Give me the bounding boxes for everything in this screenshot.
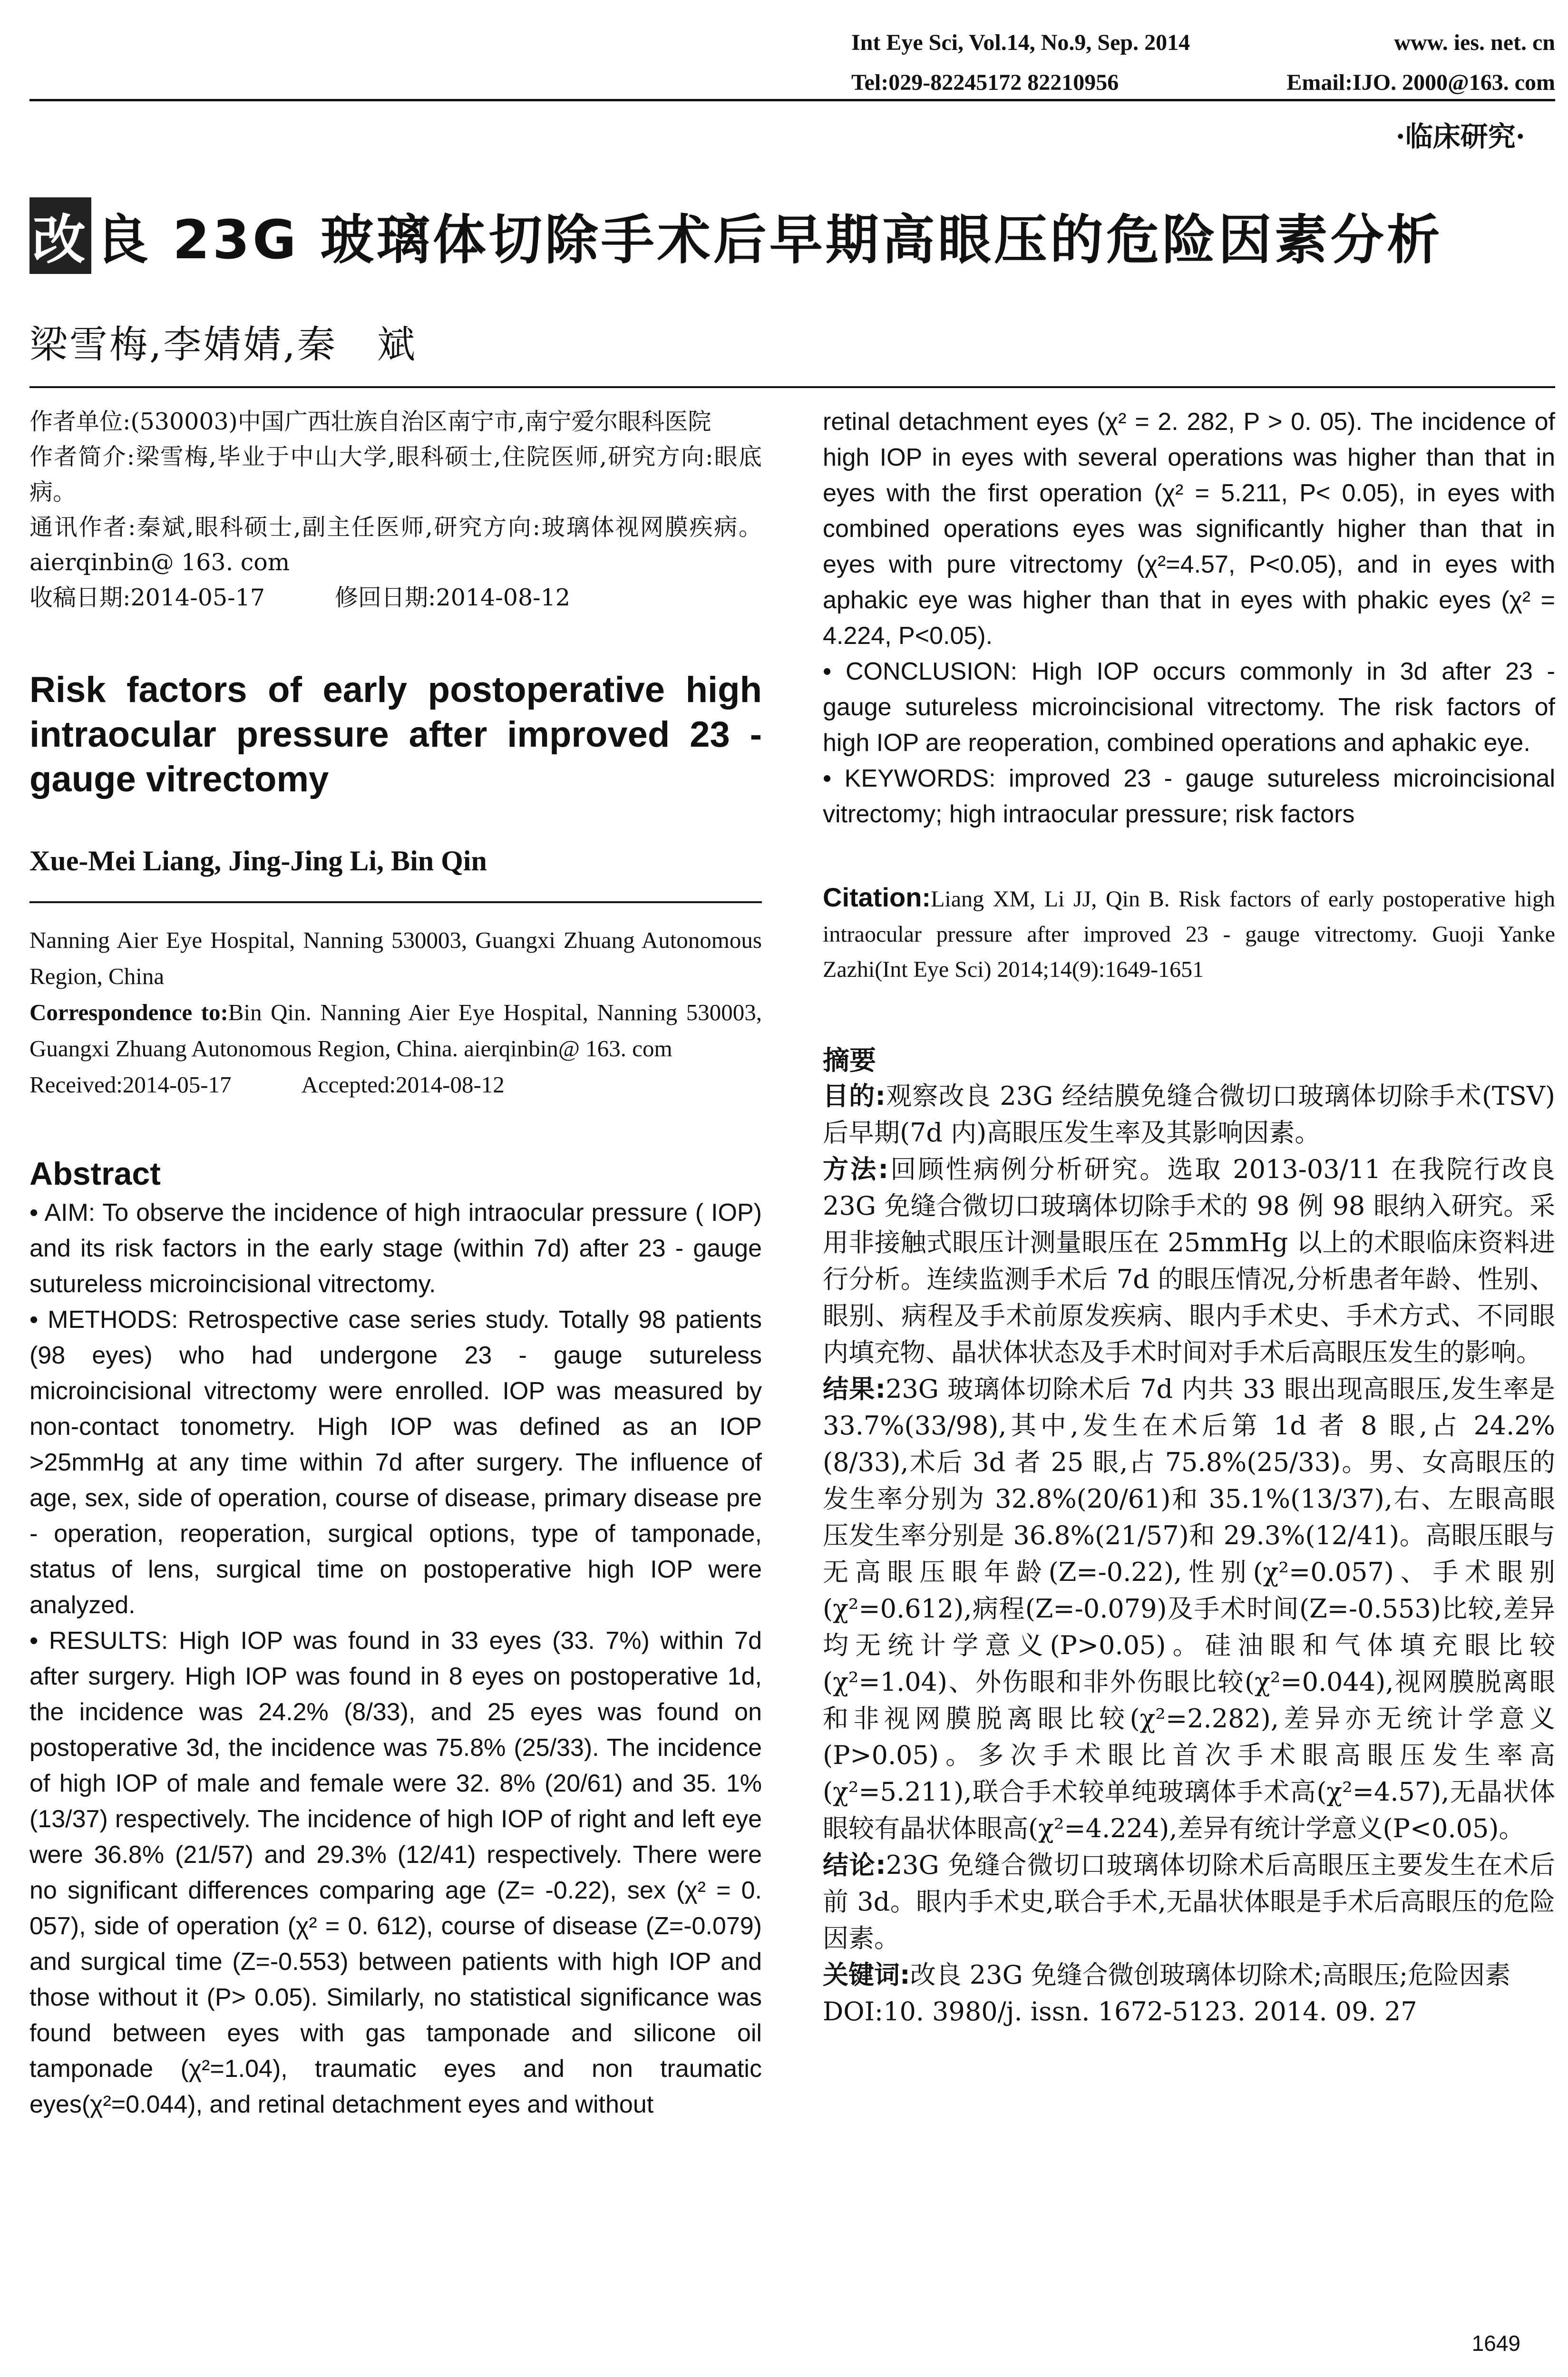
abstract-left <box>29 1195 762 2123</box>
abstract-methods: • METHODS: Retrospective case series study. Totally 98 patients (98 eyes) who had undergone 23 - gauge sutureless microincisional vitrectomy were enrolled. IOP was measured by non-contact tonometry. High IOP was defined as an IOP >25mmHg at any time within 7d after surgery. The influence of age, sex, side of operation, course of disease, primary disease pre - operation, reoperation, surgical options, type of tamponade, status of lens, surgical time on postoperative high IOP were analyzed. <box>29 1306 762 1619</box>
cn-meta-correspondence: 通讯作者:秦斌,眼科硕士,副主任医师,研究方向:玻璃体视网膜疾病。aierqinbin@ 163. com <box>29 514 762 576</box>
cn-results-text: 23G 玻璃体切除术后 7d 内共 33 眼出现高眼压,发生率是 33.7%(33/98),其中,发生在术后第 1d 者 8 眼,占 24.2%(8/33),术后 3d 者 25 眼,占 75.8%(25/33)。男、女高眼压的发生率分别为 32.8%(20/61)和 35.1%(13/37),右、左眼高眼压发生率分别是 36.8%(21/57)和 29.3%(12/41)。高眼压眼与无高眼压眼年龄(Z=-0.22),性别(χ²=0.057)、手术眼别(χ²=0.612),病程(Z=-0.079)及手术时间(Z=-0.553)比较,差异均无统计学意义(P>0.05)。硅油眼和气体填充眼比较(χ²=1.04)、外伤眼和非外伤眼比较(χ²=0.044),视网膜脱离眼和非视网膜脱离眼比较(χ²=2.282),差异亦无统计学意义(P>0.05)。多次手术眼比首次手术眼高眼压发生率高(χ²=5.211),联合手术较单纯玻璃体手术高(χ²=4.57),无晶状体眼较有晶状体眼高(χ²=4.224),差异有统计学意义(P<0.05)。 <box>823 1374 1555 1843</box>
page-number: 1649 <box>1471 2331 1520 2356</box>
affiliation-block <box>29 922 762 1103</box>
journal-email[interactable]: Email:IJO. 2000@163. com <box>1286 70 1555 95</box>
cn-meta-affiliation: 作者单位:(530003)中国广西壮族自治区南宁市,南宁爱尔眼科医院 <box>29 408 711 435</box>
cn-aim-label: 目的: <box>823 1081 886 1111</box>
english-title: Risk factors of early postoperative high intraocular pressure after improved 23 - gauge vitrectomy <box>29 670 762 799</box>
header-rule <box>29 99 1555 101</box>
cn-results-label: 结果: <box>823 1374 886 1404</box>
journal-header <box>851 23 1555 103</box>
journal-line: Int Eye Sci, Vol.14, No.9, Sep. 2014 <box>851 30 1190 55</box>
abstract-results-cont: retinal detachment eyes (χ² = 2. 282, P > 0. 05). The incidence of high IOP in eyes with several operations was higher than that in eyes with the first operation (χ² = 5.211, P< 0.05), in eyes with combined operations eyes was significantly higher than that in eyes with pure vitrectomy (χ²=4.57, P<0.05), and in eyes with aphakic eye was higher than that in eyes with phakic eyes (χ² = 4.224, P<0.05). <box>823 408 1555 650</box>
cn-meta-bio: 作者简介:梁雪梅,毕业于中山大学,眼科硕士,住院医师,研究方向:眼底病。 <box>29 443 762 506</box>
cn-meta-dates: 收稿日期:2014-05-17 修回日期:2014-08-12 <box>29 584 571 611</box>
received-dates: Received:2014-05-17 Accepted:2014-08-12 <box>29 1072 505 1098</box>
correspondence <box>29 994 762 1067</box>
cn-methods-text: 回顾性病例分析研究。选取 2013-03/11 在我院行改良 23G 免缝合微切口玻璃体切除手术的 98 例 98 眼纳入研究。采用非接触式眼压计测量眼压在 25mmHg 以上的术眼临床资料进行分析。连续监测手术后 7d 的眼压情况,分析患者年龄、性别、眼别、病程及手术前原发疾病、眼内手术史、手术方式、不同眼内填充物、晶状体状态及手术时间对手术后高眼压发生的影响。 <box>823 1154 1555 1367</box>
authors-cn: 梁雪梅,李婧婧,秦 斌 <box>29 322 417 367</box>
authors-rule <box>29 901 762 903</box>
affiliation: Nanning Aier Eye Hospital, Nanning 530003, Guangxi Zhuang Autonomous Region, China <box>29 927 762 989</box>
cn-abstract-methods <box>823 1151 1555 1371</box>
correspondence-label: Correspondence to: <box>29 999 228 1025</box>
abstract-heading: Abstract <box>29 1156 161 1192</box>
cn-methods-label: 方法: <box>823 1154 889 1184</box>
cn-abstract-conclusion <box>823 1847 1555 1957</box>
abstract-conclusion: • CONCLUSION: High IOP occurs commonly in 3d after 23 - gauge sutureless microincisional vitrectomy. The risk factors of high IOP are reoperation, combined operations and aphakic eye. <box>823 658 1555 757</box>
section-tag: ·临床研究· <box>1395 120 1525 153</box>
cn-abstract-aim <box>823 1078 1555 1151</box>
cn-conclusion-label: 结论: <box>823 1850 886 1880</box>
left-column <box>29 404 762 2123</box>
abstract-right <box>823 404 1555 832</box>
title-rule <box>29 386 1555 388</box>
english-authors: Xue-Mei Liang, Jing-Jing Li, Bin Qin <box>29 845 487 877</box>
journal-website[interactable]: www. ies. net. cn <box>1394 30 1555 55</box>
journal-tel: Tel:029-82245172 82210956 <box>851 70 1119 95</box>
correspondence-text: Bin Qin. Nanning Aier Eye Hospital, Nanning 530003, Guangxi Zhuang Autonomous Region, China. aierqinbin@ 163. com <box>29 999 762 1062</box>
abstract-keywords: • KEYWORDS: improved 23 - gauge sutureless microincisional vitrectomy; high intraocular pressure; risk factors <box>823 765 1555 828</box>
title-rest: 良 23G 玻璃体切除手术后早期高眼压的危险因素分析 <box>95 209 1443 271</box>
cn-keywords-label: 关键词: <box>823 1960 910 1990</box>
cn-abstract-heading: 摘要 <box>823 1045 876 1076</box>
title-first-char: 改 <box>29 197 91 274</box>
abstract-aim: • AIM: To observe the incidence of high intraocular pressure ( IOP) and its risk factors in the early stage (within 7d) after 23 - gauge sutureless microincisional vitrectomy. <box>29 1199 762 1298</box>
page-title <box>29 197 1556 274</box>
cn-abstract-results <box>823 1371 1555 1847</box>
doi[interactable]: DOI:10. 3980/j. issn. 1672-5123. 2014. 09. 27 <box>823 1997 1417 2026</box>
citation <box>823 880 1555 987</box>
cn-meta <box>29 404 762 615</box>
cn-abstract-keywords <box>823 1957 1555 1993</box>
cn-conclusion-text: 23G 免缝合微切口玻璃体切除术后高眼压主要发生在术后前 3d。眼内手术史,联合手术,无晶状体眼是手术后高眼压的危险因素。 <box>823 1850 1555 1953</box>
abstract-results: • RESULTS: High IOP was found in 33 eyes (33. 7%) within 7d after surgery. High IOP was found in 8 eyes on postoperative 1d, the incidence was 24.2% (8/33), and 25 eyes was found on postoperative 3d, the incidence was 75.8% (25/33). The incidence of high IOP of male and female were 32. 8% (20/61) and 35. 1% (13/37) respectively. The incidence of high IOP of right and left eye were 36.8% (21/57) and 29.3% (12/41) respectively. There were no significant differences comparing age (Z= -0.22), sex (χ² = 0. 057), side of operation (χ² = 0. 612), course of disease (Z=-0.079) and surgical time (Z=-0.553) between patients with high IOP and those without it (P> 0.05). Similarly, no statistical significance was found between eyes with gas tamponade and silicone oil tamponade (χ²=1.04), traumatic eyes and non traumatic eyes(χ²=0.044), and retinal detachment eyes and without <box>29 1627 762 2118</box>
cn-keywords-text: 改良 23G 免缝合微创玻璃体切除术;高眼压;危险因素 <box>910 1960 1511 1990</box>
right-column <box>823 404 1555 2030</box>
cn-abstract <box>823 1078 1555 2030</box>
citation-text: Liang XM, Li JJ, Qin B. Risk factors of early postoperative high intraocular pressure after improved 23 - gauge vitrectomy. Guoji Yanke Zazhi(Int Eye Sci) 2014;14(9):1649-1651 <box>823 887 1555 982</box>
cn-aim-text: 观察改良 23G 经结膜免缝合微切口玻璃体切除手术(TSV)后早期(7d 内)高眼压发生率及其影响因素。 <box>823 1081 1555 1148</box>
citation-label: Citation: <box>823 882 931 912</box>
